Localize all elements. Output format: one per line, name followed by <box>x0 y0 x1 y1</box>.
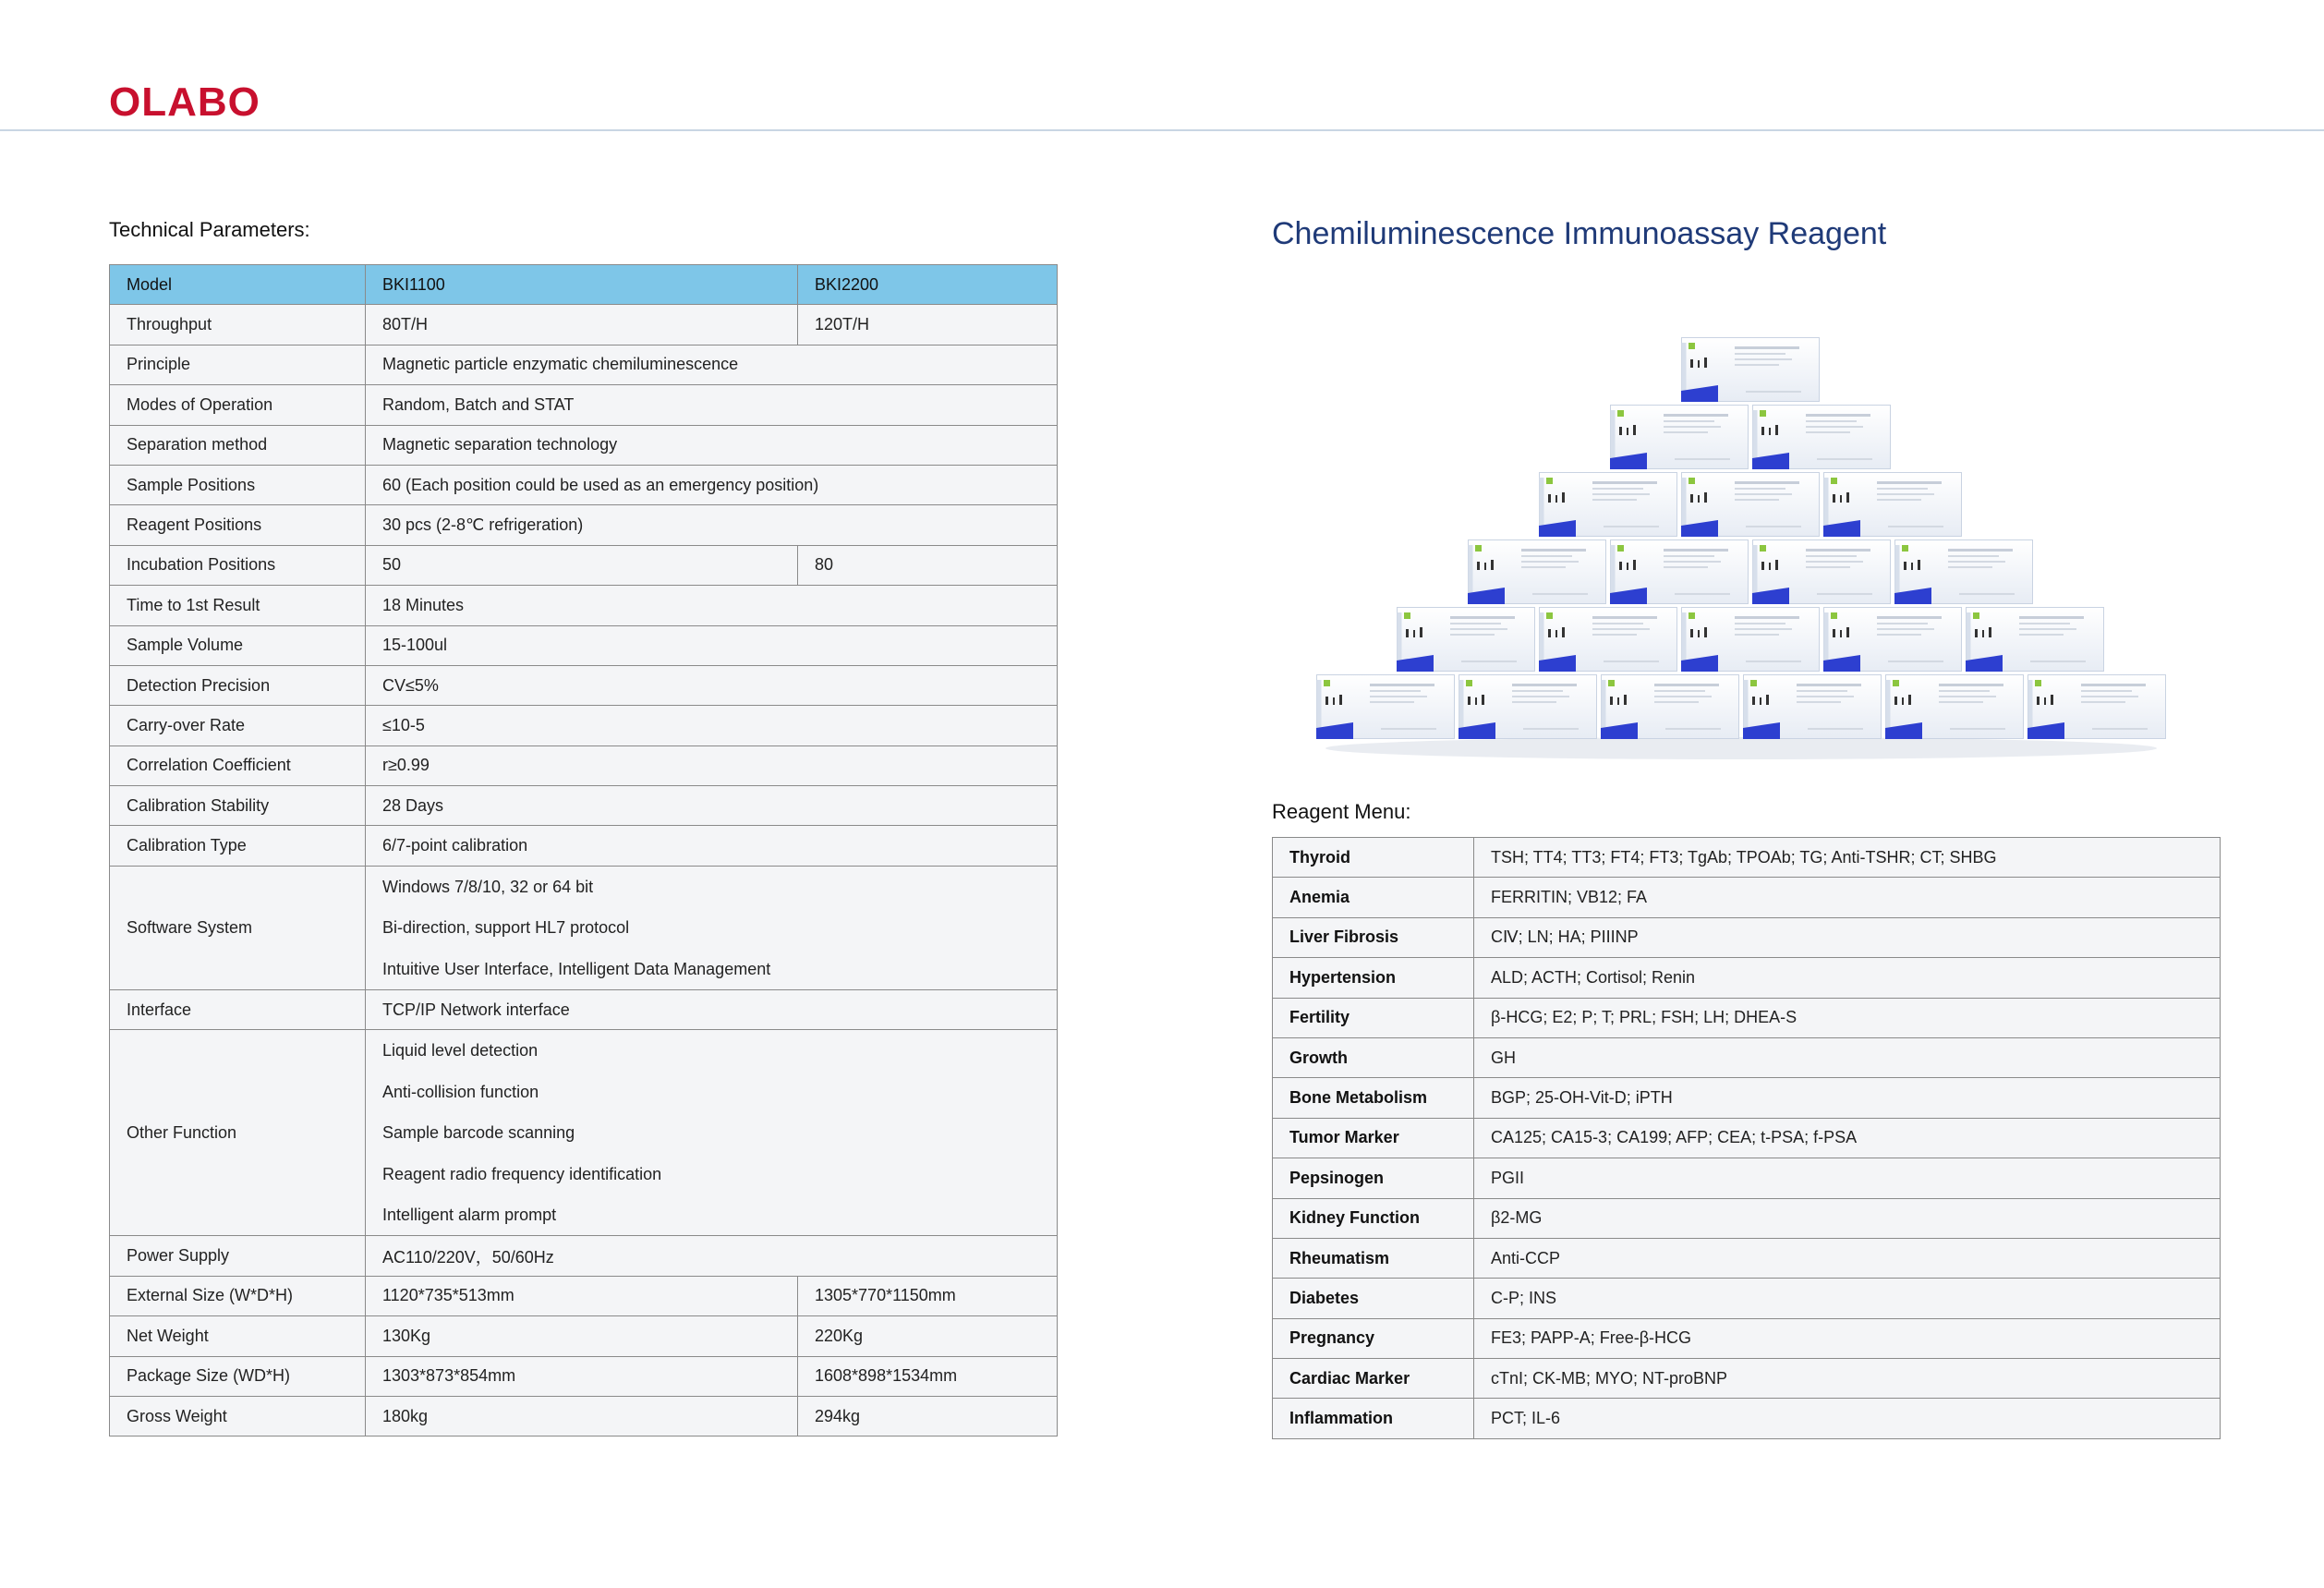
param-value-bki2200: 1305*770*1150mm <box>798 1276 1058 1315</box>
table-row <box>1273 1279 2221 1318</box>
reagent-items: cTnI; CK-MB; MYO; NT-proBNP <box>1474 1359 2221 1399</box>
reagent-category: Bone Metabolism <box>1273 1078 1474 1118</box>
param-value-bki1100: 1120*735*513mm <box>366 1276 798 1315</box>
reagent-category: Diabetes <box>1273 1279 1474 1318</box>
table-row <box>1273 998 2221 1037</box>
table-row <box>1273 1158 2221 1198</box>
param-line: Intuitive User Interface, Intelligent Data Management <box>382 959 771 978</box>
param-label: Carry-over Rate <box>110 706 366 746</box>
table-row <box>110 1396 1058 1436</box>
reagent-menu-heading: Reagent Menu: <box>1272 800 1411 823</box>
table-row <box>110 385 1058 425</box>
olabo-logo: OLABO <box>109 79 260 125</box>
reagent-items: Anti-CCP <box>1474 1238 2221 1278</box>
param-label: Time to 1st Result <box>110 586 366 625</box>
param-label: Reagent Positions <box>110 505 366 545</box>
param-label: Correlation Coefficient <box>110 746 366 785</box>
reagent-items: PGII <box>1474 1158 2221 1198</box>
param-value-bki2200: 220Kg <box>798 1316 1058 1356</box>
reagent-items: β-HCG; E2; P; T; PRL; FSH; LH; DHEA-S <box>1474 998 2221 1037</box>
header-bki2200: BKI2200 <box>798 265 1058 305</box>
param-value: CV≤5% <box>366 665 1058 705</box>
param-label: Package Size (WD*H) <box>110 1356 366 1396</box>
param-label: Software System <box>110 866 366 989</box>
reagent-category: Inflammation <box>1273 1399 1474 1438</box>
table-row <box>110 665 1058 705</box>
reagent-items: C-P; INS <box>1474 1279 2221 1318</box>
param-value-bki1100: 80T/H <box>366 305 798 345</box>
table-row <box>110 586 1058 625</box>
param-value: Random, Batch and STAT <box>366 385 1058 425</box>
reagent-items: CⅣ; LN; HA; PIIINP <box>1474 917 2221 957</box>
reagent-items: FE3; PAPP-A; Free-β-HCG <box>1474 1318 2221 1358</box>
table-row <box>110 1030 1058 1236</box>
param-line: Reagent radio frequency identification <box>382 1164 662 1183</box>
table-row <box>1273 1198 2221 1238</box>
param-value-bki2200: 120T/H <box>798 305 1058 345</box>
param-line: Liquid level detection <box>382 1041 539 1061</box>
param-value-bki1100: 180kg <box>366 1396 798 1436</box>
param-value: 15-100ul <box>366 625 1058 665</box>
table-row <box>110 1276 1058 1315</box>
reagent-category: Growth <box>1273 1037 1474 1077</box>
param-value-bki1100: 1303*873*854mm <box>366 1356 798 1396</box>
table-row <box>110 1236 1058 1276</box>
param-label: Gross Weight <box>110 1396 366 1436</box>
reagent-category: Kidney Function <box>1273 1198 1474 1238</box>
reagent-category: Liver Fibrosis <box>1273 917 1474 957</box>
param-value-multiline <box>366 1030 1058 1236</box>
reagent-category: Pregnancy <box>1273 1318 1474 1358</box>
reagent-title: Chemiluminescence Immunoassay Reagent <box>1272 216 1887 251</box>
param-value-bki2200: 1608*898*1534mm <box>798 1356 1058 1396</box>
reagent-category: Fertility <box>1273 998 1474 1037</box>
param-label: Separation method <box>110 425 366 465</box>
param-value: AC110/220V，50/60Hz <box>366 1236 1058 1276</box>
header-bki1100: BKI1100 <box>366 265 798 305</box>
param-line: Bi-direction, support HL7 protocol <box>382 918 630 938</box>
param-value: 18 Minutes <box>366 586 1058 625</box>
reagent-category: Hypertension <box>1273 958 1474 998</box>
param-value-bki1100: 130Kg <box>366 1316 798 1356</box>
table-row <box>110 706 1058 746</box>
table-row <box>1273 1238 2221 1278</box>
reagent-items: GH <box>1474 1037 2221 1077</box>
param-value: 60 (Each position could be used as an emergency position) <box>366 465 1058 504</box>
param-label: Power Supply <box>110 1236 366 1276</box>
table-row <box>1273 1399 2221 1438</box>
table-row <box>1273 838 2221 878</box>
reagent-boxes-image <box>1312 333 2171 767</box>
param-label: Throughput <box>110 305 366 345</box>
param-label: Other Function <box>110 1030 366 1236</box>
table-row <box>110 345 1058 384</box>
param-line: Anti-collision function <box>382 1082 539 1101</box>
table-row <box>110 465 1058 504</box>
param-label: Calibration Type <box>110 826 366 866</box>
param-label: Sample Volume <box>110 625 366 665</box>
table-row <box>110 866 1058 989</box>
param-label: External Size (W*D*H) <box>110 1276 366 1315</box>
reagent-items: ALD; ACTH; Cortisol; Renin <box>1474 958 2221 998</box>
param-value: ≤10-5 <box>366 706 1058 746</box>
param-label: Net Weight <box>110 1316 366 1356</box>
reagent-category: Rheumatism <box>1273 1238 1474 1278</box>
table-row <box>110 545 1058 585</box>
reagent-category: Thyroid <box>1273 838 1474 878</box>
param-value: 6/7-point calibration <box>366 826 1058 866</box>
technical-parameters-heading: Technical Parameters: <box>109 218 310 241</box>
param-label: Calibration Stability <box>110 786 366 826</box>
table-row <box>1273 1359 2221 1399</box>
param-label: Incubation Positions <box>110 545 366 585</box>
table-row <box>1273 917 2221 957</box>
reagent-items: BGP; 25-OH-Vit-D; iPTH <box>1474 1078 2221 1118</box>
param-line: Intelligent alarm prompt <box>382 1205 557 1224</box>
reagent-items: FERRITIN; VB12; FA <box>1474 878 2221 917</box>
param-value: 30 pcs (2-8℃ refrigeration) <box>366 505 1058 545</box>
header-model: Model <box>110 265 366 305</box>
table-row <box>1273 1318 2221 1358</box>
reagent-category: Tumor Marker <box>1273 1118 1474 1158</box>
param-value: Magnetic particle enzymatic chemiluminescence <box>366 345 1058 384</box>
param-label: Detection Precision <box>110 665 366 705</box>
reagent-items: PCT; IL-6 <box>1474 1399 2221 1438</box>
param-value-bki1100: 50 <box>366 545 798 585</box>
reagent-items: CA125; CA15-3; CA199; AFP; CEA; t-PSA; f-PSA <box>1474 1118 2221 1158</box>
param-value: Magnetic separation technology <box>366 425 1058 465</box>
table-row <box>1273 1078 2221 1118</box>
reagent-category: Pepsinogen <box>1273 1158 1474 1198</box>
table-row <box>110 1356 1058 1396</box>
table-row <box>1273 1118 2221 1158</box>
table-row <box>110 786 1058 826</box>
reagent-items: β2-MG <box>1474 1198 2221 1238</box>
technical-parameters-table <box>109 264 1058 1436</box>
table-row <box>110 505 1058 545</box>
param-value: TCP/IP Network interface <box>366 990 1058 1030</box>
param-value: r≥0.99 <box>366 746 1058 785</box>
table-row <box>110 305 1058 345</box>
reagent-category: Cardiac Marker <box>1273 1359 1474 1399</box>
reagent-items: TSH; TT4; TT3; FT4; FT3; TgAb; TPOAb; TG; Anti-TSHR; CT; SHBG <box>1474 838 2221 878</box>
param-label: Principle <box>110 345 366 384</box>
table-row <box>110 425 1058 465</box>
table-row <box>1273 878 2221 917</box>
reagent-category: Anemia <box>1273 878 1474 917</box>
param-value-multiline <box>366 866 1058 989</box>
table-row <box>1273 1037 2221 1077</box>
table-row <box>110 990 1058 1030</box>
table-row <box>110 746 1058 785</box>
table-header-row <box>110 265 1058 305</box>
param-line: Windows 7/8/10, 32 or 64 bit <box>382 877 594 896</box>
param-label: Sample Positions <box>110 465 366 504</box>
table-row <box>1273 958 2221 998</box>
table-row <box>110 625 1058 665</box>
param-label: Interface <box>110 990 366 1030</box>
reagent-menu-table <box>1272 837 2221 1439</box>
table-row <box>110 1316 1058 1356</box>
param-label: Modes of Operation <box>110 385 366 425</box>
param-value-bki2200: 80 <box>798 545 1058 585</box>
table-row <box>110 826 1058 866</box>
param-value: 28 Days <box>366 786 1058 826</box>
param-line: Sample barcode scanning <box>382 1123 575 1143</box>
param-value-bki2200: 294kg <box>798 1396 1058 1436</box>
header-divider <box>0 129 2324 131</box>
